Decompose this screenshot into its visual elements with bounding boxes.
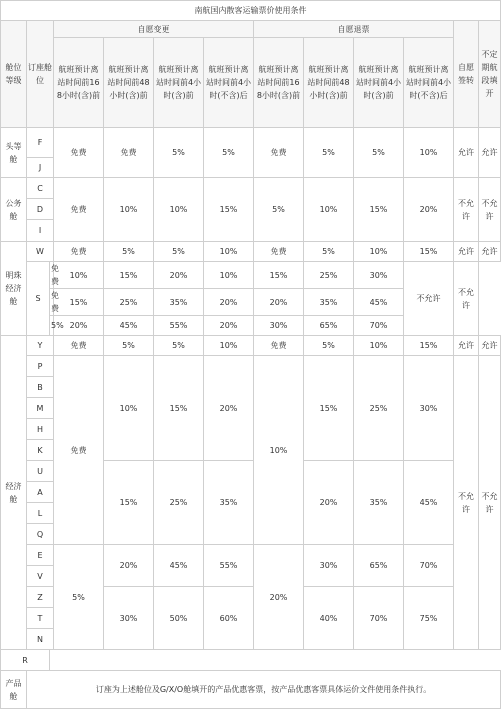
table-row	[1, 178, 501, 199]
cell: 5%	[54, 545, 104, 650]
class-L: L	[27, 503, 54, 524]
cell: 免费	[254, 128, 304, 178]
class-E: E	[27, 545, 54, 566]
cell: 65%	[304, 316, 354, 336]
cell: 允许	[479, 336, 501, 356]
booking-class-header: 订座舱位	[27, 21, 54, 128]
cell: 70%	[354, 587, 404, 650]
cell: 70%	[354, 316, 404, 336]
cell: 15%	[254, 262, 304, 289]
refund-col-4h: 航班预计离站时间前4小时(含)前	[354, 38, 404, 128]
cell: 10%	[204, 262, 254, 289]
cell: 5%	[304, 128, 354, 178]
cell: 30%	[304, 545, 354, 587]
cell: 15%	[104, 461, 154, 545]
group-first-class: 头等舱	[1, 128, 27, 178]
change-col-4h: 航班预计离站时间前4小时(含)前	[154, 38, 204, 128]
cell: 免费	[54, 356, 104, 545]
table-row	[1, 262, 501, 289]
cell: 不允许	[454, 178, 479, 242]
cell: 10%	[104, 178, 154, 242]
cell: 70%	[404, 545, 454, 587]
cell: 15%	[354, 178, 404, 242]
open-segment-header: 不定期航段填开	[479, 21, 501, 128]
cell: 免费	[54, 242, 104, 262]
header-row-2	[1, 38, 501, 128]
header-row-1	[1, 21, 501, 38]
cell: 10%	[54, 262, 104, 289]
cell: 20%	[404, 178, 454, 242]
cell: 45%	[354, 289, 404, 316]
cell: 5%	[154, 336, 204, 356]
cell: 5%	[104, 336, 154, 356]
cell: 20%	[204, 316, 254, 336]
product-class-note: 订座为上述舱位及G/X/O舱填开的产品优惠客票，按产品优惠客票具体运价文件使用条件执行。	[27, 671, 501, 709]
table-row	[1, 242, 501, 262]
cell: 35%	[204, 461, 254, 545]
cell: 75%	[404, 587, 454, 650]
cell: 免费	[254, 336, 304, 356]
cell: 允许	[479, 128, 501, 178]
cell: 15%	[204, 178, 254, 242]
table-row	[1, 356, 501, 377]
cell: 45%	[404, 461, 454, 545]
class-T: T	[27, 608, 54, 629]
voluntary-endorse-header: 自愿签转	[454, 21, 479, 128]
class-Q: Q	[27, 524, 54, 545]
class-K: K	[27, 440, 54, 461]
cell: 15%	[54, 289, 104, 316]
group-business-class: 公务舱	[1, 178, 27, 242]
cell: 5%	[104, 242, 154, 262]
cell: 15%	[304, 356, 354, 461]
cell: 25%	[154, 461, 204, 545]
cell: 20%	[254, 289, 304, 316]
cell: 5%	[304, 242, 354, 262]
cell: 10%	[204, 242, 254, 262]
voluntary-refund-header: 自愿退票	[254, 21, 454, 38]
cell: 10%	[304, 178, 354, 242]
cell: 5%	[50, 316, 54, 336]
refund-col-168h: 航班预计离站时间前168小时(含)前	[254, 38, 304, 128]
group-pearl-economy: 明珠经济舱	[1, 242, 27, 336]
title-row	[1, 1, 501, 21]
class-C: C	[27, 178, 54, 199]
class-P: P	[27, 356, 54, 377]
table-title: 南航国内散客运输票价使用条件	[1, 1, 501, 21]
cell: 35%	[354, 461, 404, 545]
cell: 20%	[104, 545, 154, 587]
cell: 不允许	[404, 262, 454, 336]
group-product-class: 产品舱	[1, 671, 27, 709]
cell: 60%	[204, 587, 254, 650]
cell: 10%	[154, 178, 204, 242]
cell: 不允许	[479, 178, 501, 242]
cell: 30%	[104, 587, 154, 650]
cell: 25%	[354, 356, 404, 461]
cell: 30%	[254, 316, 304, 336]
cell: 10%	[404, 128, 454, 178]
cell: 10%	[354, 336, 404, 356]
cell: 5%	[304, 336, 354, 356]
cell: 25%	[304, 262, 354, 289]
cell: 免费	[254, 242, 304, 262]
class-H: H	[27, 419, 54, 440]
class-Y: Y	[27, 336, 54, 356]
cell: 20%	[54, 316, 104, 336]
cell: 45%	[104, 316, 154, 336]
class-D: D	[27, 199, 54, 220]
cell: 50%	[154, 587, 204, 650]
class-F: F	[27, 128, 54, 158]
cell: 允许	[479, 242, 501, 262]
table-row	[1, 128, 501, 158]
class-V: V	[27, 566, 54, 587]
class-N: N	[27, 629, 54, 650]
refund-col-48h: 航班预计离站时间前48小时(含)前	[304, 38, 354, 128]
table-row	[1, 671, 501, 709]
class-J: J	[27, 158, 54, 178]
cell: 10%	[354, 242, 404, 262]
class-U: U	[27, 461, 54, 482]
table-row	[1, 336, 501, 356]
cell: 5%	[154, 242, 204, 262]
cell: 45%	[154, 545, 204, 587]
change-col-after-4h: 航班预计离站时间前4小时(不含)后	[204, 38, 254, 128]
cell: 免费	[104, 128, 154, 178]
cell: 10%	[254, 356, 304, 545]
cell: 免费	[50, 289, 54, 316]
refund-col-after-4h: 航班预计离站时间前4小时(不含)后	[404, 38, 454, 128]
cell: 15%	[154, 356, 204, 461]
cell: 15%	[404, 242, 454, 262]
class-M: M	[27, 398, 54, 419]
cell: 35%	[304, 289, 354, 316]
voluntary-change-header: 自愿变更	[54, 21, 254, 38]
cell: 免费	[54, 178, 104, 242]
change-col-168h: 航班预计离站时间前168小时(含)前	[54, 38, 104, 128]
cell: 65%	[354, 545, 404, 587]
cell: 允许	[454, 128, 479, 178]
class-level-header: 舱位等级	[1, 21, 27, 128]
class-S-group: S	[27, 262, 50, 336]
cell: 35%	[154, 289, 204, 316]
cell: 5%	[154, 128, 204, 178]
class-A: A	[27, 482, 54, 503]
class-I: I	[27, 220, 54, 242]
cell: 20%	[204, 356, 254, 461]
cell: 20%	[154, 262, 204, 289]
cell: 20%	[204, 289, 254, 316]
change-col-48h: 航班预计离站时间前48小时(含)前	[104, 38, 154, 128]
table-row	[1, 650, 501, 671]
cell: 允许	[454, 336, 479, 356]
cell: 5%	[254, 178, 304, 242]
cell: 30%	[404, 356, 454, 461]
cell: 免费	[54, 336, 104, 356]
cell: 5%	[354, 128, 404, 178]
class-W: W	[27, 242, 54, 262]
cell: 10%	[104, 356, 154, 461]
group-economy-class: 经济舱	[1, 336, 27, 650]
cell: 20%	[254, 545, 304, 650]
cell: 允许	[454, 242, 479, 262]
cell: 不允许	[454, 356, 479, 650]
cell: 15%	[404, 336, 454, 356]
cell: 25%	[104, 289, 154, 316]
cell: 15%	[104, 262, 154, 289]
cell: 10%	[204, 336, 254, 356]
cell: 免费	[50, 262, 54, 289]
cell: 不允许	[454, 262, 479, 336]
cell: 免费	[54, 128, 104, 178]
cell: 40%	[304, 587, 354, 650]
table-row	[1, 545, 501, 566]
cell: 不允许	[479, 356, 501, 650]
cell: 20%	[304, 461, 354, 545]
class-B: B	[27, 377, 54, 398]
cell: 55%	[154, 316, 204, 336]
class-R: R	[1, 650, 50, 671]
cell: 5%	[204, 128, 254, 178]
class-Z: Z	[27, 587, 54, 608]
cell: 55%	[204, 545, 254, 587]
cell: 30%	[354, 262, 404, 289]
